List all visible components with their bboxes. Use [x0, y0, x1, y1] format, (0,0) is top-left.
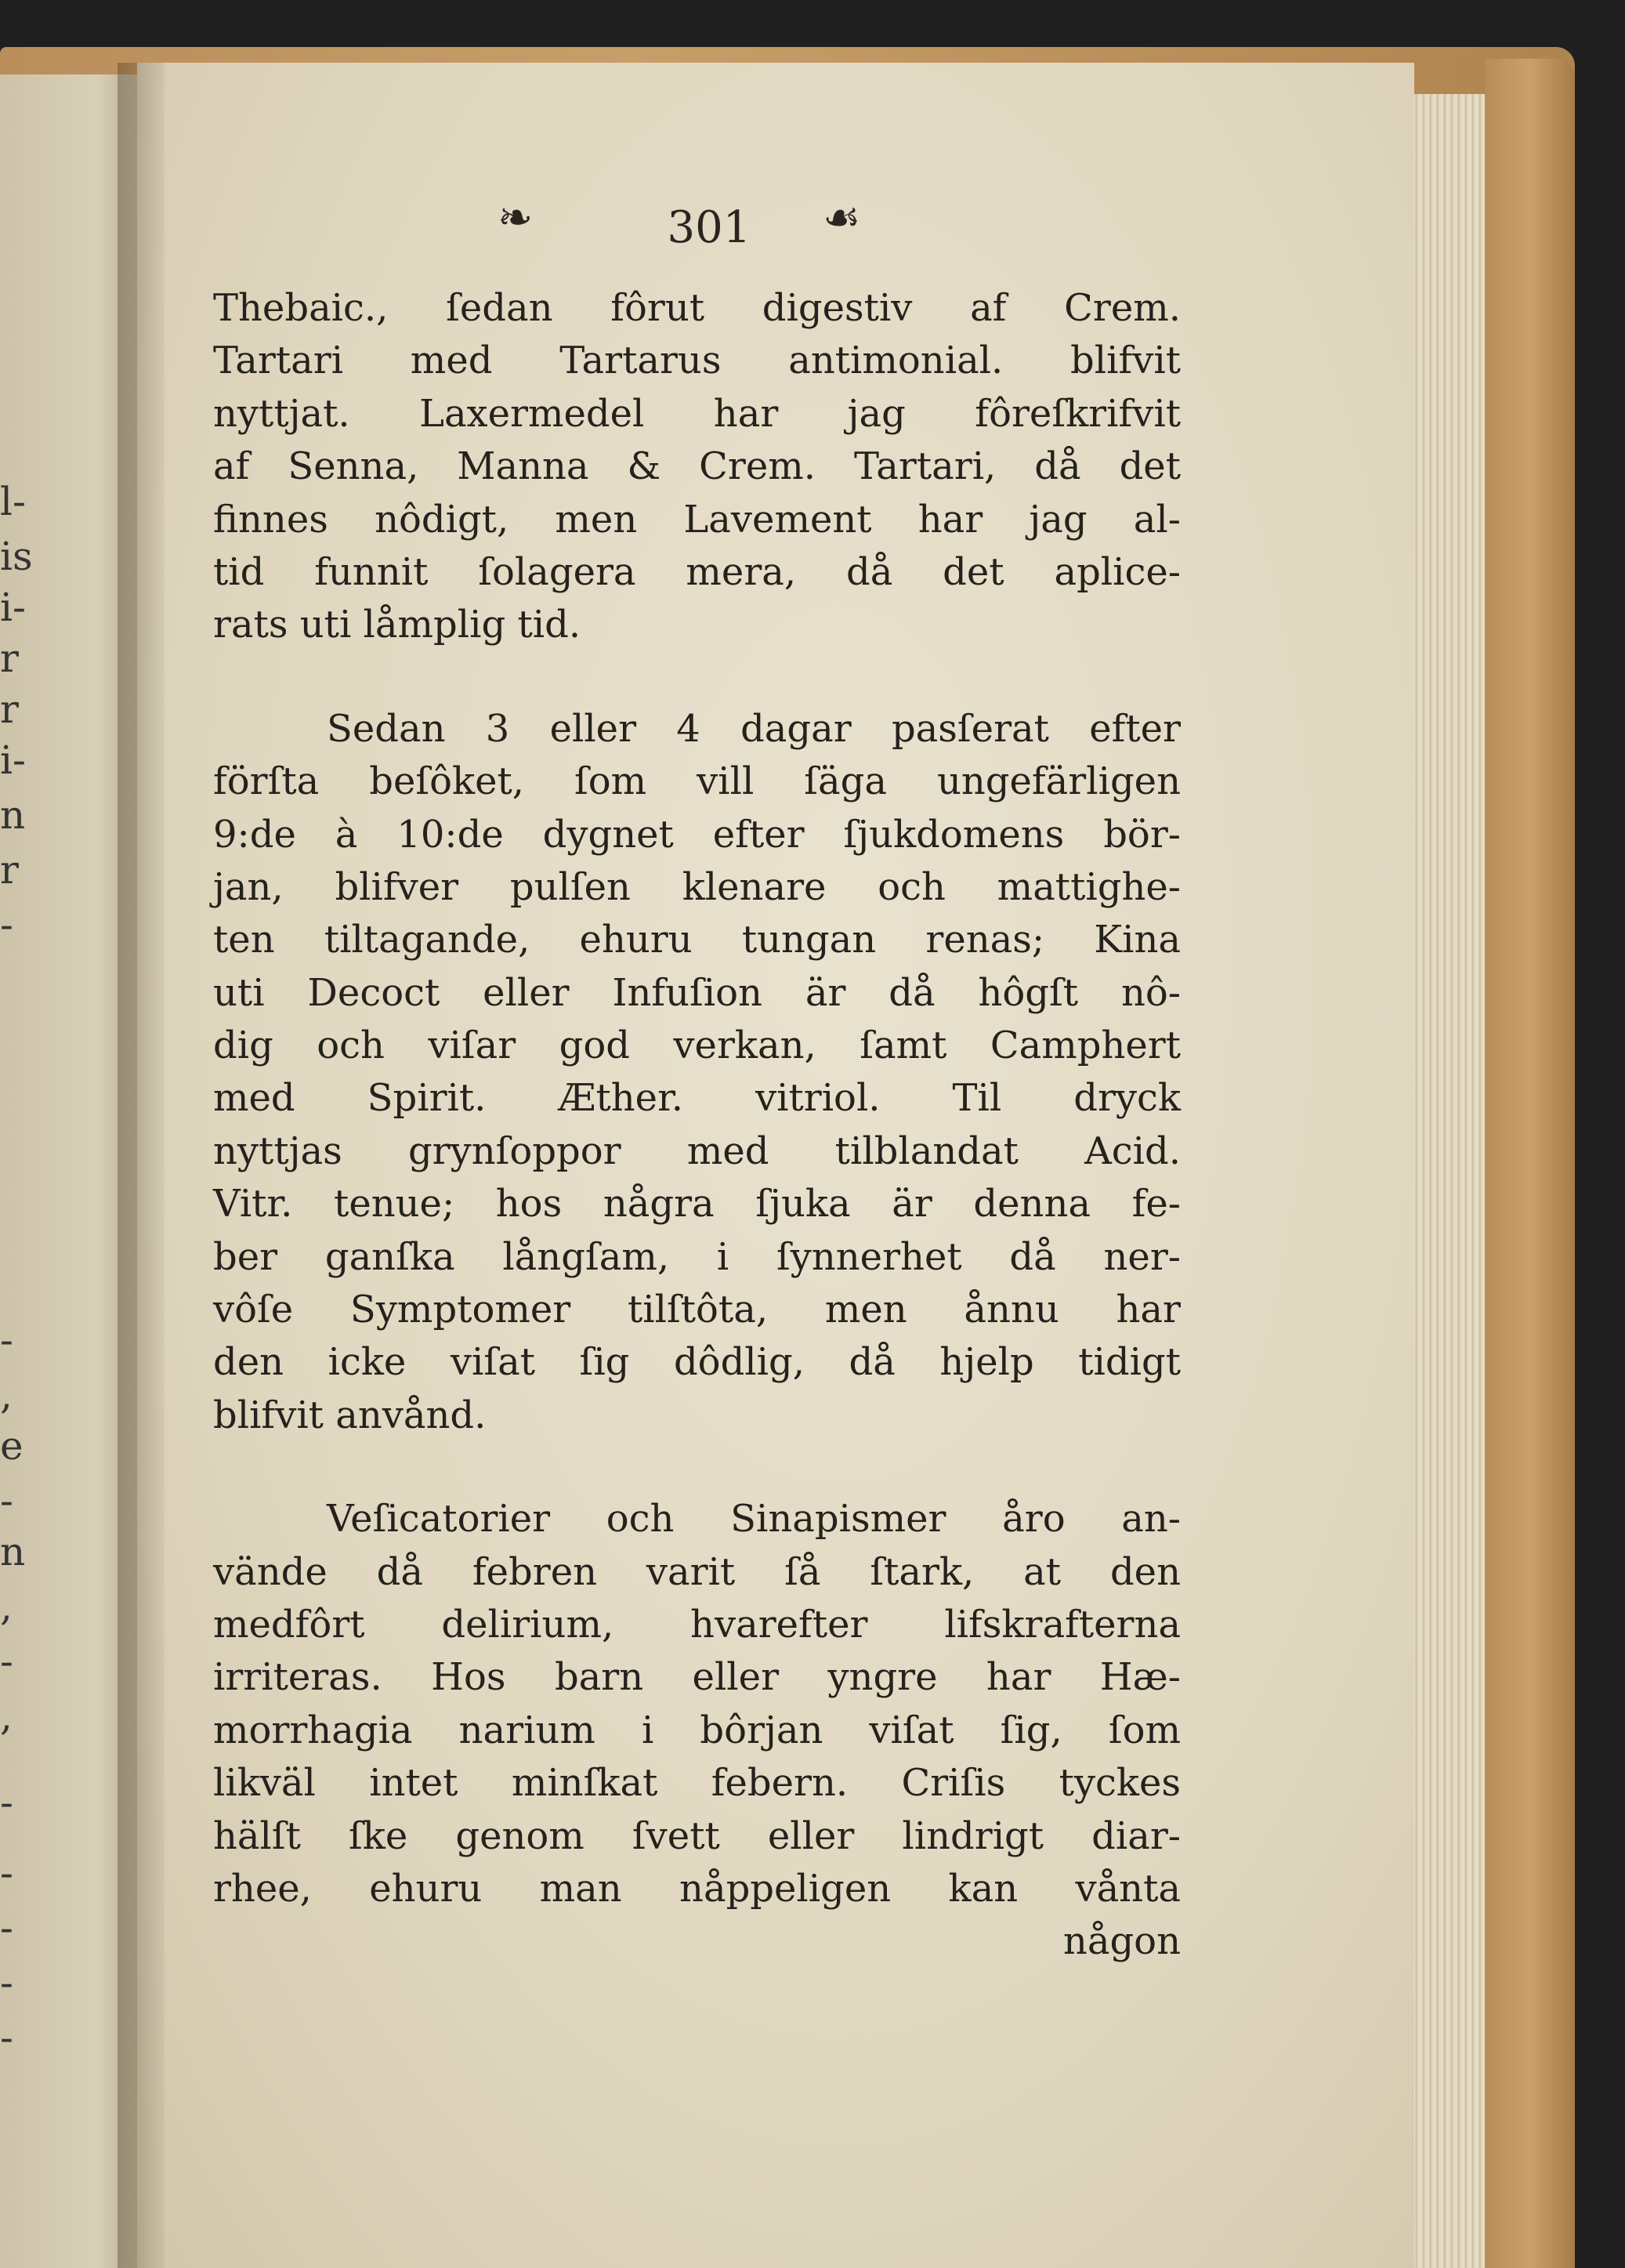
text-line: likväl intet minſkat febern. Criſis tyckes [213, 1761, 1181, 1806]
margin-fragment: is [0, 534, 33, 579]
text-line: rats uti låmplig tid. [213, 603, 581, 647]
text-line: rhee, ehuru man nåppeligen kan vånta [213, 1866, 1181, 1911]
left-page-edge [0, 74, 137, 2268]
margin-fragment: n [0, 792, 26, 838]
ornament-left-icon: ❧ [498, 193, 534, 242]
text-line: uti Decoct eller Infuſion är då hôgſt nô- [213, 970, 1181, 1015]
margin-fragment: - [0, 1780, 13, 1825]
margin-fragment: - [0, 1478, 13, 1523]
text-line: Vitr. tenue; hos några ſjuka är denna fe- [213, 1182, 1181, 1226]
margin-fragment: , [0, 1694, 13, 1739]
text-line: blifvit anvånd. [213, 1393, 487, 1437]
margin-fragment: - [0, 2015, 13, 2060]
margin-fragment: l- [0, 479, 26, 524]
margin-fragment: r [0, 687, 19, 732]
margin-fragment: - [0, 1960, 13, 2005]
margin-fragment: - [0, 1905, 13, 1951]
text-line: vôſe Symptomer tilſtôta, men ånnu har [213, 1288, 1181, 1332]
margin-fragment: - [0, 1639, 13, 1684]
margin-fragment: r [0, 847, 19, 893]
text-line: medfôrt delirium, hvarefter lifskrafterna [213, 1602, 1181, 1647]
catchword: någon [1062, 1919, 1181, 1964]
margin-fragment: e [0, 1423, 24, 1469]
text-line: förſta beſôket, ſom vill ſäga ungefärligen [213, 759, 1181, 804]
margin-fragment: i- [0, 585, 26, 630]
text-line: 9:de à 10:de dygnet efter ſjukdomens bör- [213, 812, 1181, 857]
text-line: Tartari med Tartarus antimonial. blifvit [213, 339, 1181, 383]
margin-fragment: , [0, 1372, 13, 1418]
text-line: vände då febren varit ſå ſtark, at den [213, 1549, 1181, 1594]
text-line: ber ganſka långſam, i ſynnerhet då ner- [213, 1234, 1181, 1279]
text-line: hälſt ſke genom ſvett eller lindrigt diar- [213, 1813, 1181, 1858]
margin-fragment: r [0, 636, 19, 681]
text-line: af Senna, Manna & Crem. Tartari, då det [213, 444, 1181, 489]
text-line: ten tiltagande, ehuru tungan renas; Kina [213, 918, 1181, 962]
margin-fragment: i- [0, 737, 26, 783]
page-number: 301 [667, 202, 751, 253]
text-line: finnes nôdigt, men Lavement har jag al- [213, 497, 1181, 542]
text-line: Sedan 3 eller 4 dagar pasſerat efter [327, 706, 1181, 751]
book-gutter [118, 63, 165, 2268]
text-line: Thebaic., ſedan fôrut digestiv af Crem. [213, 286, 1181, 330]
paragraph-2 [213, 703, 1181, 1442]
text-line: nyttjat. Laxermedel har jag fôreſkrifvit [213, 391, 1181, 436]
margin-fragment: - [0, 1317, 13, 1363]
page-header [219, 188, 1175, 266]
text-line: den icke viſat ſig dôdlig, då hjelp tidigt [213, 1340, 1181, 1385]
ornament-right-icon: ☙ [823, 193, 861, 242]
text-line: irriteras. Hos barn eller yngre har Hæ- [213, 1655, 1181, 1700]
text-line: tid funnit ſolagera mera, då det aplice- [213, 549, 1181, 594]
margin-fragment: - [0, 902, 13, 947]
body-text [213, 282, 1181, 1969]
margin-fragment: - [0, 1850, 13, 1896]
paragraph-3 [213, 1493, 1181, 1915]
margin-fragment: , [0, 1584, 13, 1629]
margin-fragment: n [0, 1529, 26, 1574]
right-cover-board [1485, 59, 1575, 2268]
text-line: Veſicatorier och Sinapismer åro an- [327, 1497, 1181, 1542]
text-line: dig och viſar god verkan, ſamt Camphert [213, 1023, 1181, 1068]
text-line: med Spirit. Æther. vitriol. Til dryck [213, 1076, 1181, 1121]
text-line: jan, blifver pulſen klenare och mattighe- [213, 864, 1181, 909]
text-line: nyttjas grynſoppor med tilblandat Acid. [213, 1129, 1181, 1173]
text-line: morrhagia narium i bôrjan viſat ſig, ſom [213, 1708, 1181, 1752]
paragraph-1 [213, 282, 1181, 652]
